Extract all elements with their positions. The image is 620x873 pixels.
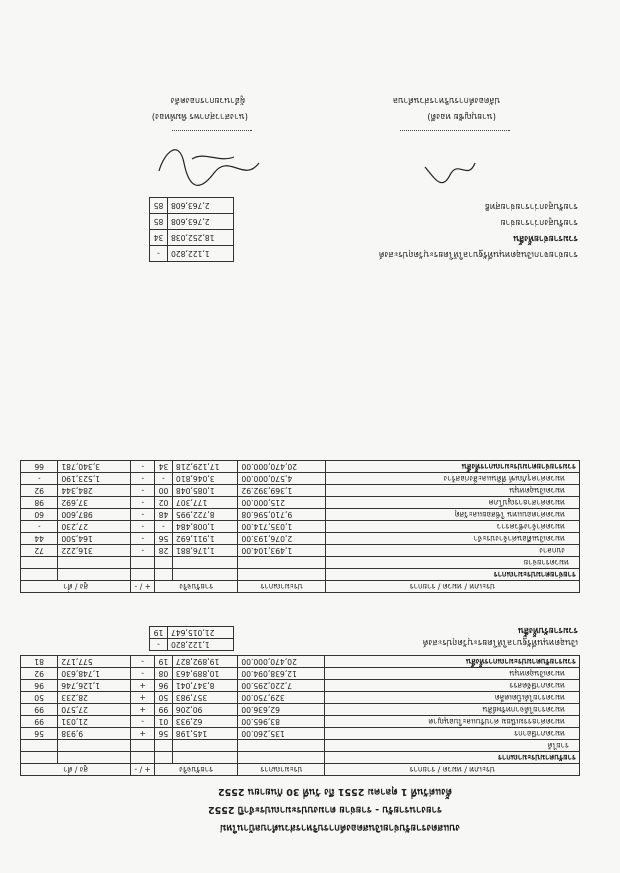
income-sign: + — [131, 680, 155, 692]
right-signer-title: ปลัดองค์การบริหารส่วนตำบล — [392, 95, 500, 105]
expense-dsat: 60 — [21, 509, 58, 521]
income-diff: 9,938 — [58, 728, 131, 740]
left-signer-title: ผู้อำนวยการกองคลัง — [170, 95, 245, 105]
expense-row — [21, 497, 580, 509]
expense-actual: 8,722,995 — [172, 509, 238, 521]
income-grand-sat: 19 — [150, 627, 168, 639]
income-sat: 96 — [154, 680, 172, 692]
income-estimate: 62,636.00 — [238, 704, 325, 716]
expense-section-row — [21, 569, 580, 581]
expense-extra-sat: - — [150, 246, 168, 262]
income-actual: 10,889,463 — [172, 668, 237, 680]
expense-name: หมวดเงินเดือนค่าจ้างประจำ — [325, 533, 579, 545]
income-sat: 50 — [154, 692, 172, 704]
income-estimate: 135,260.00 — [238, 728, 325, 740]
expense-total-sat: 34 — [155, 461, 173, 473]
report-subtitle: รายงานรายรับ - รายจ่าย ตามงบประมาณประจำปี 2552 — [208, 804, 442, 815]
expense-dsat: - — [21, 521, 58, 533]
expense-actual: 1,008,484 — [172, 521, 238, 533]
income-dsat: 92 — [21, 668, 58, 680]
income-actual: 90,206 — [172, 704, 237, 716]
expense-sign: - — [131, 545, 155, 557]
expense-row — [21, 509, 580, 521]
left-sign-line — [172, 130, 252, 131]
expense-row — [21, 533, 580, 545]
income-dsat: 96 — [21, 680, 58, 692]
minus-sign-2: - — [134, 582, 138, 591]
col-sign: + / - — [131, 764, 155, 776]
expense-row — [21, 473, 580, 485]
income-estimate: 83,965.00 — [238, 716, 325, 728]
income-diff: 28,233 — [58, 692, 131, 704]
expense-name: หมวดค่าตอบแทน ใช้สอยและวัสดุ — [325, 509, 579, 521]
surplus2-sat: 85 — [150, 198, 168, 214]
report-title: งบแสดงรายรับจ่ายเงินสดองค์การบริหารส่วนตำบลบ้านใหม่ — [219, 822, 460, 833]
expense-diff: 316,222 — [58, 545, 131, 557]
income-sat: 99 — [154, 704, 172, 716]
expense-sat: - — [155, 521, 173, 533]
expense-total-dsat: 66 — [21, 461, 58, 473]
income-sign: - — [131, 668, 155, 680]
expense-sat: 28 — [155, 545, 173, 557]
expense-sat: 48 — [155, 509, 173, 521]
expense-sign: - — [131, 473, 155, 485]
expense-sat: - — [155, 473, 173, 485]
income-estimate: 12,638,094.00 — [238, 668, 325, 680]
income-total-diff: 577,172 — [58, 656, 131, 668]
income-diff: 1,748,630 — [58, 668, 131, 680]
income-diff: 1,126,746 — [58, 680, 131, 692]
income-row — [21, 692, 580, 704]
expense-row — [21, 545, 580, 557]
expense-sat: 56 — [155, 533, 173, 545]
income-total-dsat: 81 — [21, 656, 58, 668]
expense-name: หมวดเงินอุดหนุน — [325, 485, 579, 497]
right-signer-name: (นายบุญชัย ทองดี) — [427, 111, 496, 121]
income-row — [21, 716, 580, 728]
expense-total-actual: 17,129,218 — [172, 461, 238, 473]
col-estimate-2: ประมาณการ — [238, 581, 325, 593]
expense-diff: 37,692 — [58, 497, 131, 509]
income-diff: 21,031 — [58, 716, 131, 728]
expense-total-label: รวมรายจ่ายตามประมาณการทั้งสิ้น — [325, 461, 579, 473]
expense-estimate: 1,369,392.92 — [238, 485, 325, 497]
income-total-estimate: 20,470,000.00 — [238, 656, 325, 668]
minus-sign: - — [134, 765, 138, 774]
plus-sign: + — [144, 765, 151, 774]
income-grand-label: รวมรายรับทั้งสิ้น — [518, 625, 578, 635]
income-name: หมวดรายได้จากทรัพย์สิน — [325, 704, 580, 716]
expense-row — [21, 485, 580, 497]
expense-dsat: 44 — [21, 533, 58, 545]
expense-actual: 1,085,048 — [172, 485, 238, 497]
income-name: หมวดรายได้เบ็ดเตล็ด — [325, 692, 580, 704]
expense-sign: - — [131, 485, 155, 497]
col-diff: สูง / ต่ำ — [21, 764, 131, 776]
expense-total-sign: - — [131, 461, 155, 473]
income-sat: 56 — [154, 728, 172, 740]
expense-total-diff: 3,340,781 — [58, 461, 131, 473]
surplus-label: รายรับสูงกว่ารายจ่าย — [500, 217, 578, 227]
income-name: หมวดภาษีอากร — [325, 728, 580, 740]
expense-rows — [21, 473, 580, 557]
income-name: หมวดเงินอุดหนุน — [325, 668, 580, 680]
expense-name: หมวดค่าสาธารณูปโภค — [325, 497, 579, 509]
col-diff-2: สูง / ต่ำ — [21, 581, 131, 593]
income-total-label: รวมรายรับตามประมาณการทั้งสิ้น — [325, 656, 580, 668]
expense-actual: 1,911,692 — [172, 533, 238, 545]
expense-row — [21, 521, 580, 533]
expense-header-row — [21, 581, 580, 593]
expense-dsat: 98 — [21, 497, 58, 509]
expense-name: หมวดค่าครุภัณฑ์ ที่ดินและสิ่งก่อสร้าง — [325, 473, 579, 485]
expense-grand-label: รวมรายจ่ายทั้งสิ้น — [513, 233, 578, 243]
left-signer-name: (นางสาวสุภาพร พิมพ์ทอง) — [151, 111, 248, 121]
expense-diff: 284,344 — [58, 485, 131, 497]
income-dsat: 99 — [21, 704, 58, 716]
income-dsat: 50 — [21, 692, 58, 704]
income-subsection: รายได้ — [325, 740, 580, 752]
income-row — [21, 668, 580, 680]
income-section-title: รายรับตามประมาณการ — [325, 752, 580, 764]
income-dsat: 99 — [21, 716, 58, 728]
surplus-sat: 85 — [150, 214, 168, 230]
income-extra-label: เงินอุดหนุนที่รัฐบาลให้โดยระบุวัตถุประสงค์ — [422, 637, 578, 647]
income-sat: 08 — [154, 668, 172, 680]
income-dsat: 56 — [21, 728, 58, 740]
col-estimate: ประมาณการ — [238, 764, 325, 776]
income-total-actual: 19,892,827 — [172, 656, 237, 668]
col-item: ประเภท / หมวด / รายการ — [325, 764, 580, 776]
expense-sat: 02 — [155, 497, 173, 509]
expense-actual: 1,176,881 — [172, 545, 238, 557]
expense-sign: - — [131, 533, 155, 545]
left-signature — [154, 147, 264, 193]
expense-subsection-row — [21, 557, 580, 569]
expense-estimate: 4,570,000.00 — [238, 473, 325, 485]
col-item-2: ประเภท / หมวด / รายการ — [325, 581, 579, 593]
income-grand-actual: 21,015,647 — [168, 627, 234, 639]
income-extra-table — [149, 626, 234, 651]
income-total-sign: - — [131, 656, 155, 668]
expense-sign: - — [131, 509, 155, 521]
expense-grand-sat: 34 — [150, 230, 168, 246]
income-subsection-row — [21, 740, 580, 752]
right-signature — [420, 155, 480, 185]
expense-total-row — [21, 461, 580, 473]
income-sign: + — [131, 692, 155, 704]
income-extra-sat: - — [150, 639, 168, 651]
expense-estimate: 215,000.00 — [238, 497, 325, 509]
expense-extra-table — [149, 197, 234, 262]
expense-dsat: 92 — [21, 485, 58, 497]
col-actual-2: รายรับจริง — [155, 581, 238, 593]
income-sign: + — [131, 728, 155, 740]
income-row — [21, 728, 580, 740]
plus-sign-2: + — [144, 582, 151, 591]
col-actual: รายรับจริง — [154, 764, 237, 776]
expense-dsat: 72 — [21, 545, 58, 557]
expense-total-estimate: 20,470,000.00 — [238, 461, 325, 473]
expense-diff: 1,523,190 — [58, 473, 131, 485]
income-total-row — [21, 656, 580, 668]
income-estimate: 329,750.00 — [238, 692, 325, 704]
expense-actual: 177,307 — [172, 497, 238, 509]
income-sat: 01 — [154, 716, 172, 728]
surplus-actual: 2,763,608 — [168, 214, 234, 230]
expense-dsat: - — [21, 473, 58, 485]
expense-diff: 27,230 — [58, 521, 131, 533]
expense-grand-actual: 18,252,038 — [168, 230, 234, 246]
surplus2-label: รายรับสูงกว่ารายจ่ายสุทธิ — [484, 201, 578, 211]
expense-subsection: หมวดรายจ่าย — [325, 557, 579, 569]
report-period: ตั้งแต่วันที่ 1 ตุลาคม 2551 ถึง วันที่ 30 กันยายน 2552 — [218, 786, 452, 797]
income-rows — [21, 668, 580, 740]
income-estimate: 7,220,295.00 — [238, 680, 325, 692]
right-sign-line — [400, 130, 510, 131]
col-sign-2: + / - — [131, 581, 155, 593]
expense-actual: 3,046,810 — [172, 473, 238, 485]
expense-extra-actual: 1,122,820 — [168, 246, 234, 262]
expense-diff: 987,600 — [58, 509, 131, 521]
income-header-row — [21, 764, 580, 776]
income-section-row — [21, 752, 580, 764]
expense-sign: - — [131, 521, 155, 533]
income-row — [21, 704, 580, 716]
expense-name: หมวดค่าจ้างชั่วคราว — [325, 521, 579, 533]
expense-sign: - — [131, 497, 155, 509]
income-extra-actual: 1,122,820 — [168, 639, 234, 651]
income-sign: - — [131, 716, 155, 728]
income-name: หมวดค่าธรรมเนียม ค่าปรับและใบอนุญาต — [325, 716, 580, 728]
income-diff: 27,570 — [58, 704, 131, 716]
expense-estimate: 2,076,193.00 — [238, 533, 325, 545]
expense-estimate: 1,035,714.00 — [238, 521, 325, 533]
expense-estimate: 1,493,104.00 — [238, 545, 325, 557]
income-actual: 145,198 — [172, 728, 237, 740]
income-actual: 8,347,041 — [172, 680, 237, 692]
income-table — [20, 655, 580, 776]
expense-extra-label: รายจ่ายจากเงินอุดหนุนที่รัฐบาลให้โดยระบุวัตถุประสงค์ — [378, 249, 578, 259]
income-row — [21, 680, 580, 692]
expense-diff: 164,500 — [58, 533, 131, 545]
expense-table — [20, 460, 580, 593]
expense-section-title: รายจ่ายตามประมาณการ — [325, 569, 579, 581]
income-total-sat: 19 — [154, 656, 172, 668]
income-name: หมวดภาษีจัดสรร — [325, 680, 580, 692]
income-actual: 357,983 — [172, 692, 237, 704]
income-actual: 62,933 — [172, 716, 237, 728]
expense-sat: 00 — [155, 485, 173, 497]
expense-estimate: 9,710,596.08 — [238, 509, 325, 521]
surplus2-actual: 2,763,608 — [168, 198, 234, 214]
income-sign: + — [131, 704, 155, 716]
expense-name: งบกลาง — [325, 545, 579, 557]
